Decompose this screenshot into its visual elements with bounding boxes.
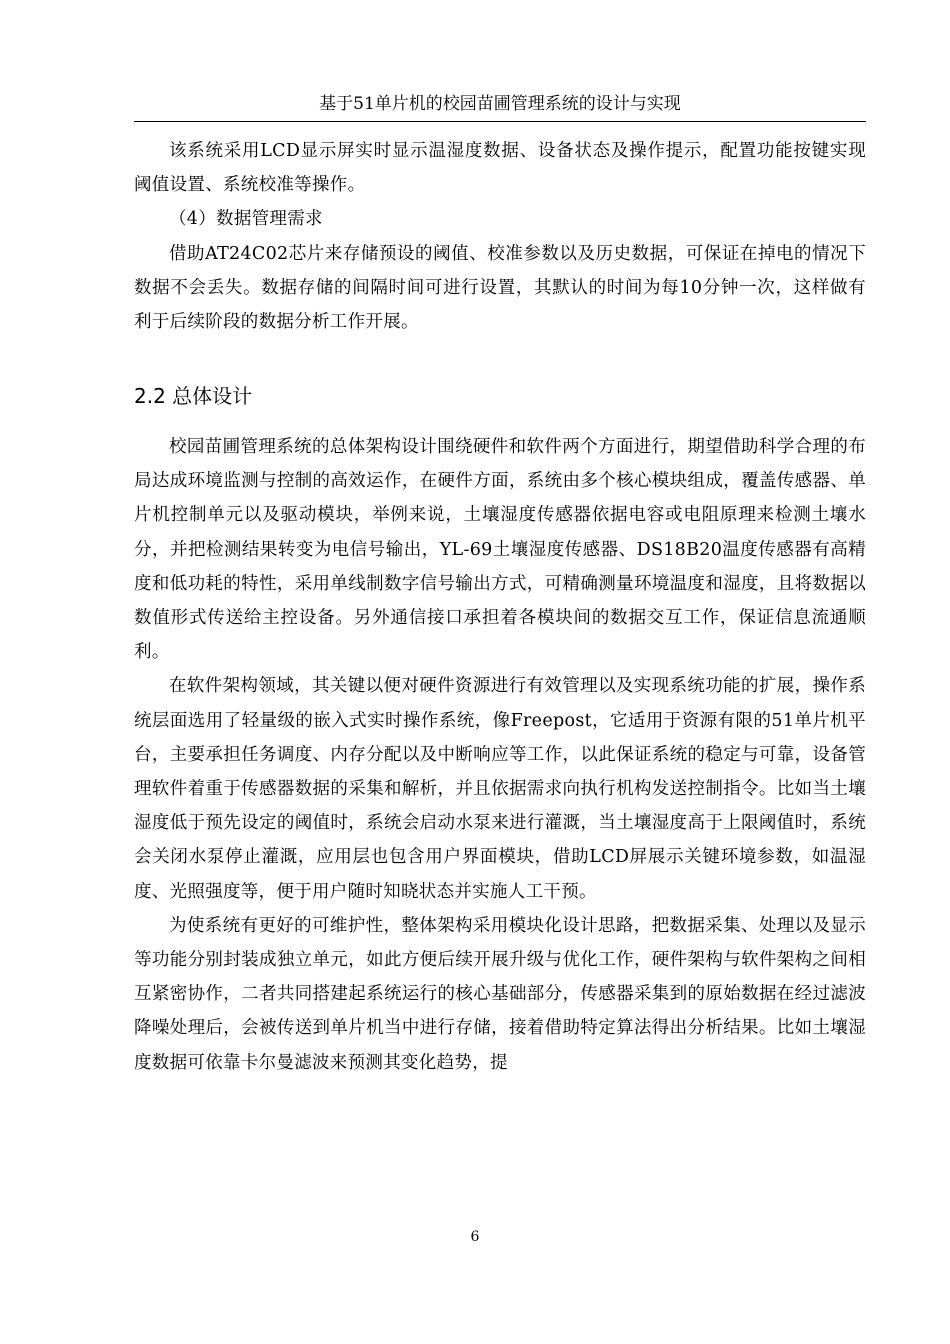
running-header: 基于51单片机的校园苗圃管理系统的设计与实现 bbox=[319, 94, 681, 114]
subheading-data-management: （4）数据管理需求 bbox=[169, 209, 323, 230]
paragraph-modular-design: 为使系统有更好的可维护性，整体架构采用模块化设计思路，把数据采集、处理以及显示等功能分别封装成独立单元，如此方便后续开展升级与优化工作，硬件架构与软件架构之间相互紧密协作，二者共同搭建起系统运行的核心基础部分，传感器采集到的原始数据在经过滤波降噪处理后，会被传送到单片机当中进行存储，接着借助特定算法得出分析结果。比如土壤湿度数据可依靠卡尔曼滤波来预测其变化趋势，提 bbox=[134, 915, 866, 1073]
paragraph-lcd-display: 该系统采用LCD显示屏实时显示温湿度数据、设备状态及操作提示，配置功能按键实现阈值设置、系统校准等操作。 bbox=[134, 141, 866, 196]
section-heading: 2.2 总体设计 bbox=[134, 384, 253, 408]
page-number: 6 bbox=[470, 1229, 480, 1245]
upper-text-block bbox=[134, 134, 866, 339]
paragraph-data-storage: 借助AT24C02芯片来存储预设的阈值、校准参数以及历史数据，可保证在掉电的情况下数据不会丢失。数据存储的间隔时间可进行设置，其默认的时间为每10分钟一次，这样做有利于后续阶段的数据分析工作开展。 bbox=[134, 243, 866, 333]
paragraph-hardware-architecture: 校园苗圃管理系统的总体架构设计围绕硬件和软件两个方面进行，期望借助科学合理的布局达成环境监测与控制的高效运作，在硬件方面，系统由多个核心模块组成，覆盖传感器、单片机控制单元以及驱动模块，举例来说，土壤湿度传感器依据电容或电阻原理来检测土壤水分，并把检测结果转变为电信号输出，YL-69土壤湿度传感器、DS18B20温度传感器有高精度和低功耗的特性，采用单线制数字信号输出方式，可精确测量环境温度和湿度，且将数据以数值形式传送给主控设备。另外通信接口承担着各模块间的数据交互工作，保证信息流通顺利。 bbox=[134, 437, 866, 663]
header-divider bbox=[134, 121, 866, 122]
paragraph-software-architecture: 在软件架构领域，其关键以便对硬件资源进行有效管理以及实现系统功能的扩展，操作系统层面选用了轻量级的嵌入式实时操作系统，像Freepost，它适用于资源有限的51单片机平台，主要承担任务调度、内存分配以及中断响应等工作，以此保证系统的稳定与可靠，设备管理软件着重于传感器数据的采集和解析，并且依据需求向执行机构发送控制指令。比如当土壤湿度低于预先设定的阈值时，系统会启动水泵来进行灌溉，当土壤湿度高于上限阈值时，系统会关闭水泵停止灌溉，应用层也包含用户界面模块，借助LCD屏展示关键环境参数，如温湿度、光照强度等，便于用户随时知晓状态并实施人工干预。 bbox=[134, 676, 866, 902]
lower-text-block bbox=[134, 430, 866, 1080]
